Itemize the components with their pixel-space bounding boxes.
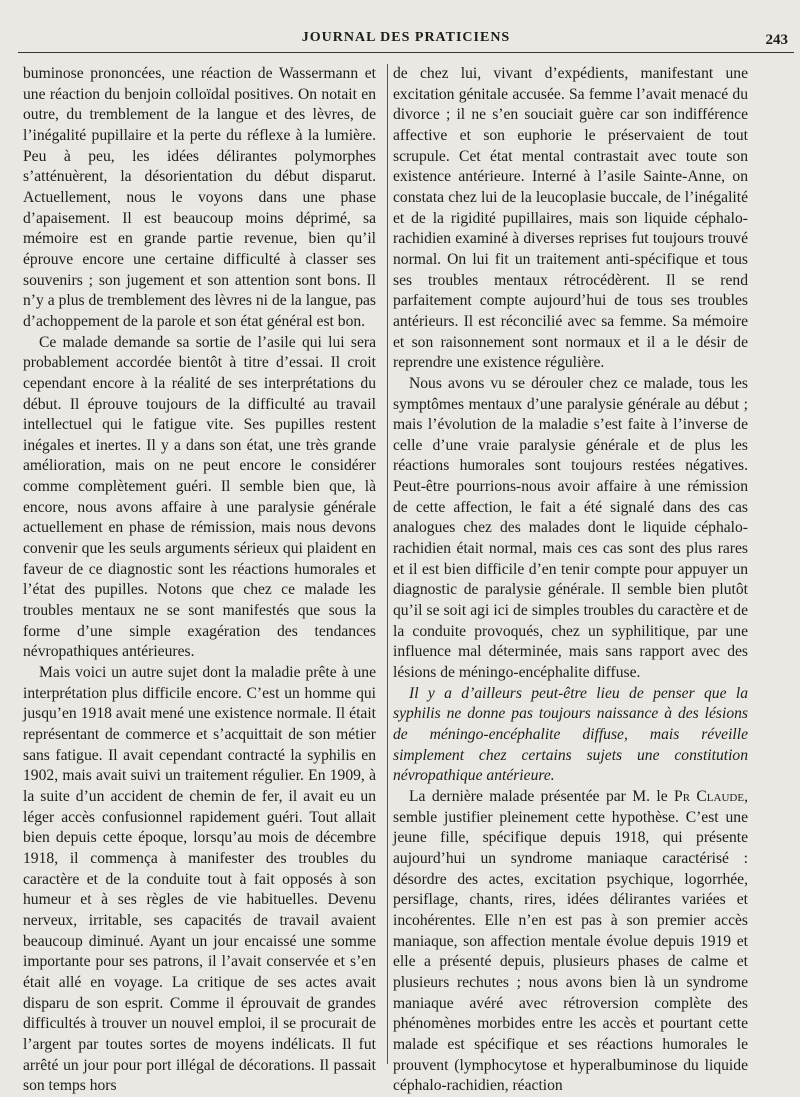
journal-title: JOURNAL DES PRATICIENS <box>301 30 511 45</box>
right-column <box>393 64 748 1097</box>
paragraph: Mais voici un autre sujet dont la maladie prête à une interprétation plus difficile encore. C’est un homme qui jusqu’en 1918 avait mené une existence normale. Il était représentant de commerce et s’acquittait de son métier sans fatigue. Il avait cependant contracté la syphilis en 1902, mais avait suivi un traitement régulier. En 1909, à la suite d’un accident de chemin de fer, il avait eu un léger accès confusionnel rapidement guéri. Tout allait bien depuis cette époque, lorsqu’au mois de décembre 1918, il commença à manifester des troubles du caractère et de la conduite tout à fait opposés à son humeur et à ses règles de vie habituelles. Devenu nerveux, irritable, ses capacités de travail avaient beaucoup diminué. Ayant un jour encaissé une somme importante pour ses patrons, il l’avait conservée et s’en était allé en voyage. La critique de ses actes avait disparu de son esprit. Comme il éprouvait de grandes difficultés à trouver un nouvel emploi, il se procurait de l’argent par toutes sortes de moyens indélicats. Il fut arrêté un jour pour port illégal de décorations. Il passait son temps hors <box>23 664 376 1095</box>
paragraph: buminose prononcées, une réaction de Wassermann et une réaction du benjoin colloïdal positives. On notait en outre, du tremblement de la langue et des lèvres, de l’inégalité pupillaire et la perte du réflexe à la lumière. Peu à peu, les idées délirantes polymorphes s’atténuèrent, la désorientation du début disparut. Actuellement, nous le voyons dans une phase d’apaisement. Il est beaucoup moins déprimé, sa mémoire est en grande partie revenue, bien qu’il éprouve encore une certaine difficulté à classer ses souvenirs ; son jugement et son attention sont bons. Il n’y a plus de tremblement des lèvres ni de la langue, pas d’achoppement de la parole et son état général est bon. <box>23 65 376 330</box>
paragraph: Nous avons vu se dérouler chez ce malade, tous les symptômes mentaux d’une paralysie générale au début ; mais l’évolution de la maladie s’est faite à l’inverse de celle d’une vraie paralysie générale et de plus les réactions humorales sont toujours restées négatives. Peut-être pourrions-nous avoir affaire à une rémission de cette affection, le fait a été signalé dans des cas analogues chez des malades dont le liquide céphalo-rachidien était normal, mais ces cas sont des plus rares et il est bien difficile d’en tenir compte pour appuyer un diagnostic de paralysie générale. Il semble bien plutôt qu’il se soit agi ici de simples troubles du caractère et de la conduite provoqués, chez un syphilitique, par une influence mal déterminée, mais sans rapport avec des lésions de méningo-encéphalite diffuse. <box>393 374 748 682</box>
paragraph: de chez lui, vivant d’expédients, manifestant une excitation génitale accusée. Sa femme l’avait menacé du divorce ; il ne s’en souciait guère car son indifférence affective et son euphorie le préservaient de tout scrupule. Cet état mental contrastait avec toute son existence antérieure. Interné à l’asile Sainte-Anne, on constata chez lui de la leucoplasie buccale, de l’inégalité et de la rigidité pupillaires, mais son liquide céphalo-rachidien examiné à diverses reprises fut toujours trouvé normal. On lui fit un traitement anti-spécifique et tous ses troubles mentaux rétrocédèrent. Il se rend parfaitement compte aujourd’hui de tous ses troubles antérieurs. Il est réconcilié avec sa femme. Sa mémoire et son raisonnement sont normaux et il a le désir de reprendre une existence régulière. <box>393 65 748 372</box>
paragraph-text: , semble justifier pleinement cette hypothèse. C’est une jeune fille, spécifique depuis 1918, qui présente aujourd’hui un syndrome maniaque caractérisé : désordre des actes, excitation psychique, logorrhée, persiflage, chants, rires, idées délirantes variées et incohérentes. Elle n’en est pas à son premier accès maniaque, son affection mentale évolue depuis 1919 et elle a présenté depuis, plusieurs phases de calme et plusieurs rechutes ; nous avons bien là un syndrome maniaque avéré avec rétroversion complète des phénomènes morbides entre les accès et pourtant cette malade est spécifique et ses réactions humorales le prouvent (lymphocytose et hyperalbuminose du liquide céphalo-rachidien, réaction <box>393 787 748 1095</box>
paragraph-text: La dernière malade présentée par M. le <box>409 787 675 805</box>
left-column <box>23 64 376 1097</box>
author-name: Pr Claude <box>674 787 745 805</box>
running-header <box>20 30 792 50</box>
italic-paragraph: Il y a d’ailleurs peut-être lieu de penser que la syphilis ne donne pas toujours naissance à des lésions de méningo-encéphalite diffuse, mais réveille simplement chez certains sujets une constitution névropathique antérieure. <box>393 684 748 785</box>
column-divider <box>387 64 388 1064</box>
page-number: 243 <box>765 32 788 48</box>
paragraph <box>393 787 748 1097</box>
paragraph: Ce malade demande sa sortie de l’asile qui lui sera probablement accordée bientôt à titre d’essai. Il croit cependant encore à la réalité de ses interprétations du début. Il éprouve toujours de la difficulté au travail intellectuel qui le fatigue vite. Ses pupilles restent inégales et inertes. Il y a dans son état, une très grande amélioration, mais on ne peut encore le considérer comme complètement guéri. Il semble bien que, là encore, nous avons affaire à une paralysie générale actuellement en phase de rémission, mais nous devons convenir que les seuls arguments sérieux qui plaident en faveur de ce diagnostic sont les réactions humorales et l’état des pupilles. Notons que chez ce malade les troubles mentaux ne se sont manifestés que sous la forme d’une simple exagération des tendances névropathiques antérieures. <box>23 333 376 661</box>
header-rule <box>18 52 794 53</box>
